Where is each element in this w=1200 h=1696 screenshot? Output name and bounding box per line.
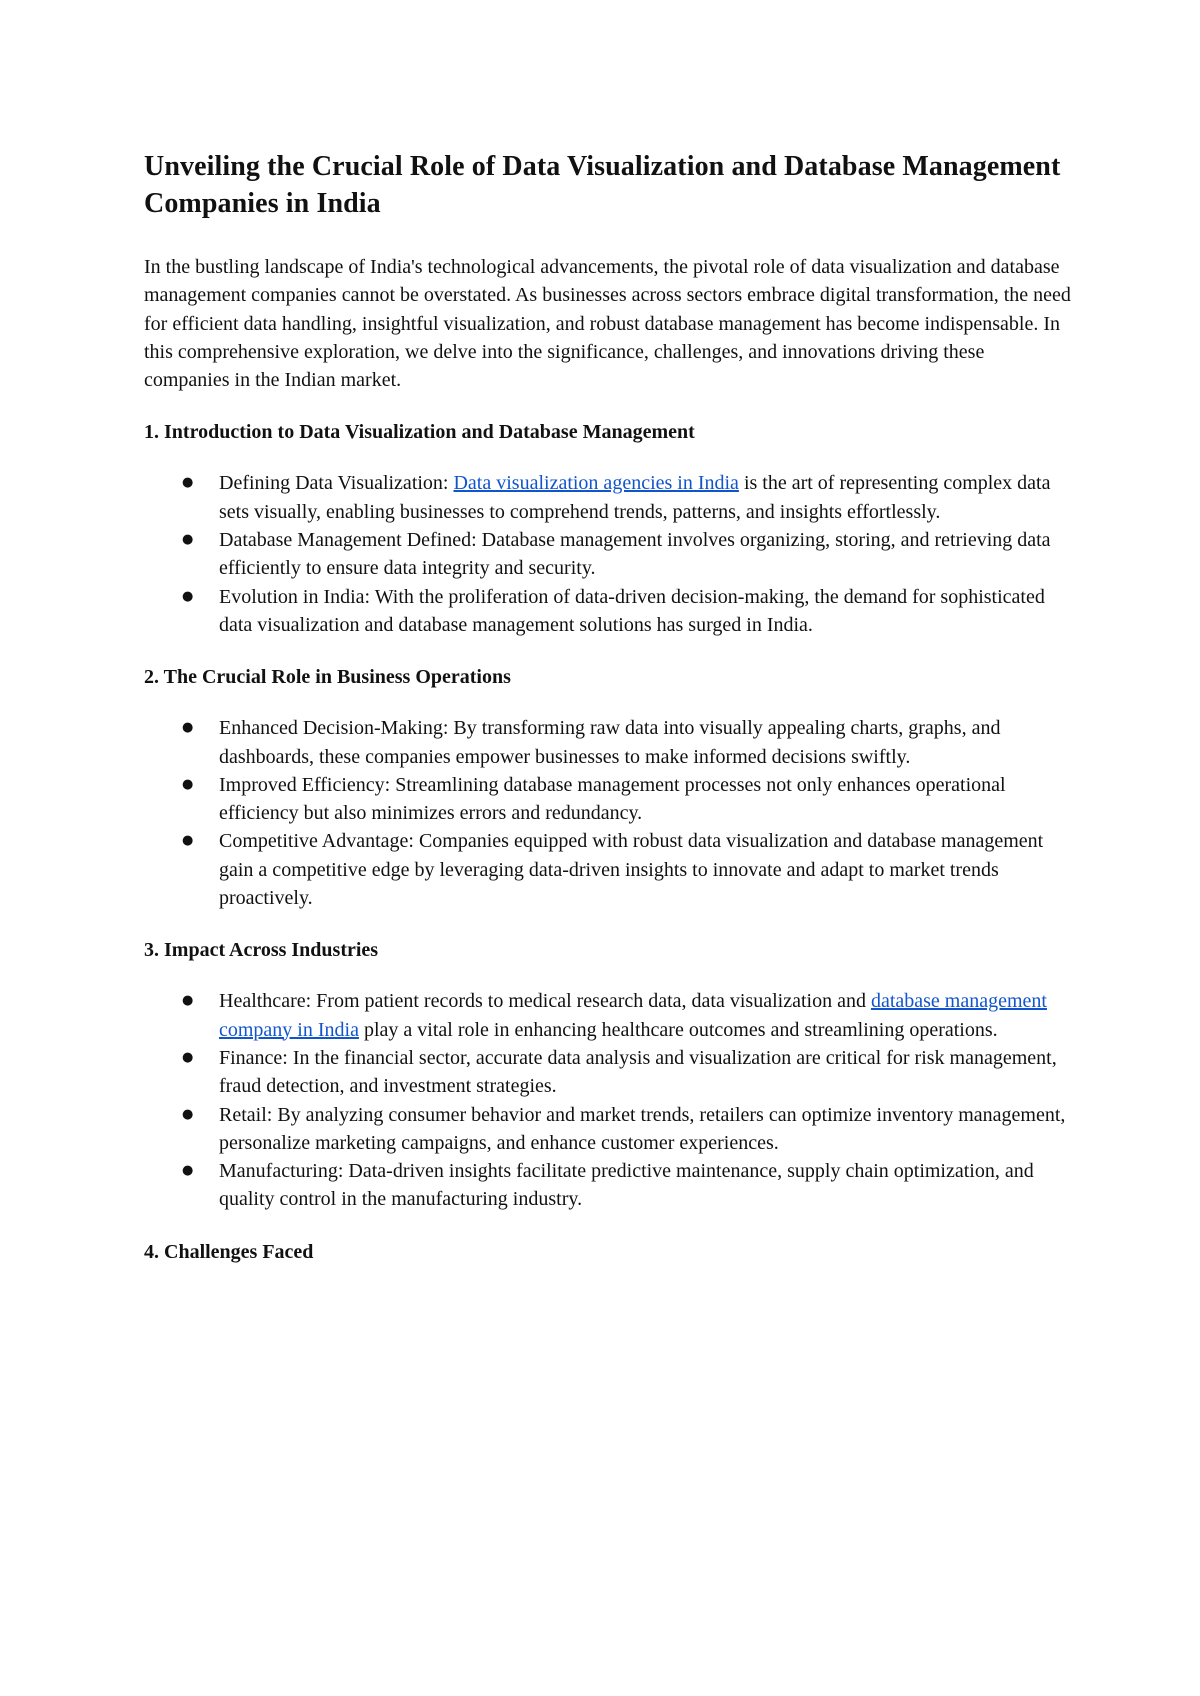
list-item [144,1157,1074,1214]
item-text: Manufacturing: Data-driven insights facilitate predictive maintenance, supply chain optimization, and quality control in the manufacturing industry. [219,1160,1034,1211]
list-item [144,583,1074,640]
item-text-after-link: play a vital role in enhancing healthcare outcomes and streamlining operations. [358,1018,998,1041]
list-item [144,526,1074,583]
item-text: Retail: By analyzing consumer behavior and market trends, retailers can optimize inventory management, personalize marketing campaigns, and enhance customer experiences. [219,1103,1066,1154]
item-text: Competitive Advantage: Companies equipped with robust data visualization and database management gain a competitive edge by leveraging data-driven insights to innovate and adapt to market trends proactively. [219,830,1044,910]
item-text: Database Management Defined: Database management involves organizing, storing, and retrieving data efficiently to ensure data integrity and security. [219,529,1051,580]
list-item [144,771,1074,828]
section-heading: 3. Impact Across Industries [144,939,379,962]
bullet-icon: ● [182,1049,194,1065]
bullet-icon: ● [182,993,194,1009]
item-text: Improved Efficiency: Streamlining database management processes not only enhances operational efficiency but also minimizes errors and redundancy. [219,773,1006,825]
bullet-list [144,469,1074,639]
bullet-icon: ● [182,1106,194,1122]
bullet-icon: ● [182,833,194,849]
list-item [144,469,1074,526]
section-heading: 4. Challenges Faced [144,1240,314,1263]
list-item [144,714,1074,771]
list-item [144,827,1074,912]
bullet-icon: ● [182,475,194,491]
bullet-icon: ● [182,720,194,736]
list-item [144,1101,1074,1158]
bullet-list [144,987,1074,1213]
bullet-icon: ● [182,532,194,548]
list-item [144,1044,1074,1101]
section-heading: 1. Introduction to Data Visualization and Database Management [144,421,695,444]
section-heading: 2. The Crucial Role in Business Operations [144,666,511,689]
bullet-icon: ● [182,776,194,792]
bullet-icon: ● [182,588,194,604]
intro-paragraph: In the bustling landscape of India's technological advancements, the pivotal role of data visualization and database management companies cannot be overstated. As businesses across sectors embrace digital transformation, the need for efficient data handling, insightful visualization, and robust database management has become indispensable. In this comprehensive exploration, we delve into the significance, challenges, and innovations driving these companies in the Indian market. [144,256,1071,392]
link-data-visualization-agencies[interactable]: Data visualization agencies in India [453,472,739,495]
item-text: Enhanced Decision-Making: By transforming raw data into visually appealing charts, graphs, and dashboards, these companies empower businesses to make informed decisions swiftly. [219,717,1001,768]
document-page [144,148,1074,1289]
list-item [144,987,1074,1044]
bullet-list [144,714,1074,912]
item-text: Evolution in India: With the proliferation of data-driven decision-making, the demand for sophisticated data visualization and database management solutions has surged in India. [219,585,1045,636]
document-title: Unveiling the Crucial Role of Data Visualization and Database Management Companies in India [144,151,1061,219]
item-text: Finance: In the financial sector, accurate data analysis and visualization are critical for risk management, fraud detection, and investment strategies. [219,1046,1057,1098]
item-text-before-link: Defining Data Visualization: [219,472,454,495]
item-text-before-link: Healthcare: From patient records to medical research data, data visualization and [219,990,871,1013]
bullet-icon: ● [182,1163,194,1179]
item-text-after-link: is the art of representing complex data sets visually, enabling businesses to comprehend trends, patterns, and insights effortlessly. [219,472,1051,523]
link-database-management-company[interactable]: database management company in India [219,990,1047,1041]
